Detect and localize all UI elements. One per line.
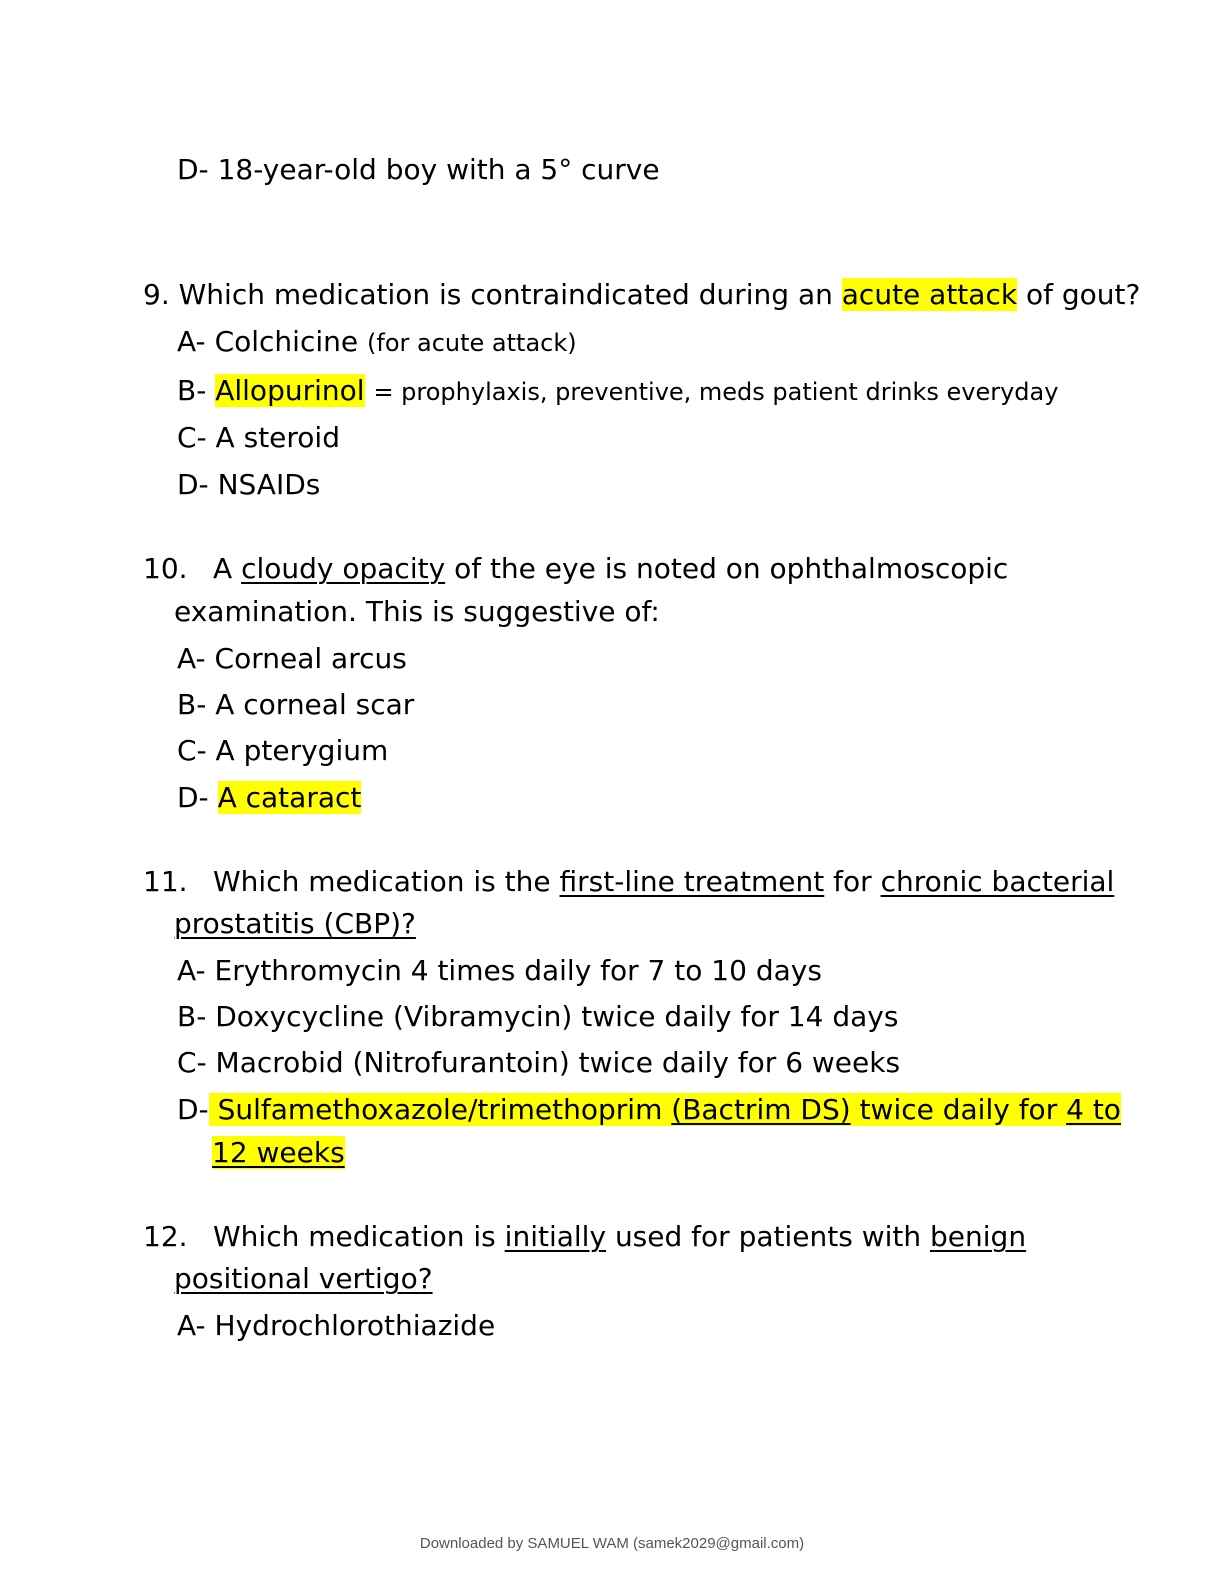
q9-option-d: D- NSAIDs — [177, 468, 321, 501]
q11-d-part1: Sulfamethoxazole/trimethoprim — [217, 1093, 663, 1126]
q9-option-a — [177, 322, 577, 363]
q11-stem-line2: prostatitis (CBP)? — [174, 907, 416, 940]
q10-stem-line2: examination. This is suggestive of: — [174, 595, 660, 628]
q11-d-answer — [209, 1093, 1121, 1126]
q12-option-a: A- Hydrochlorothiazide — [177, 1309, 496, 1342]
q11-option-a: A- Erythromycin 4 times daily for 7 to 10 days — [177, 954, 822, 987]
q11-d-part3: twice daily for — [859, 1093, 1058, 1126]
q9-a-letter: A- — [177, 325, 206, 358]
q9-stem-before: Which medication is contraindicated during an — [178, 278, 833, 311]
q12-stem — [213, 1217, 1026, 1257]
q12-stem-line2: positional vertigo? — [174, 1262, 433, 1295]
q9-a-note: (for acute attack) — [367, 329, 577, 357]
q10-stem-post: of the eye is noted on ophthalmoscopic — [454, 552, 1009, 585]
q12-stem-underlined-2: benign — [930, 1220, 1027, 1253]
q10-stem-underlined: cloudy opacity — [241, 552, 446, 585]
q11-number: 11. — [143, 865, 188, 898]
q10-stem — [213, 549, 1008, 589]
q11-d-line2: 12 weeks — [212, 1136, 345, 1169]
q10-number: 10. — [143, 552, 188, 585]
q12-stem-pre: Which medication is — [213, 1220, 496, 1253]
q11-stem-underlined-1: first-line treatment — [559, 865, 825, 898]
q9-option-b — [177, 371, 1058, 412]
download-footer: Downloaded by SAMUEL WAM (samek2029@gmail.com) — [419, 1535, 805, 1552]
q10-option-a: A- Corneal arcus — [177, 642, 407, 675]
q12-stem-underlined-1: initially — [504, 1220, 607, 1253]
q11-stem-mid: for — [833, 865, 872, 898]
q10-option-d — [177, 778, 361, 818]
q8-option-d: D- 18-year-old boy with a 5° curve — [177, 153, 660, 186]
q9-b-letter: B- — [177, 374, 207, 407]
q12-number: 12. — [143, 1220, 188, 1253]
q9-stem-highlight: acute attack — [841, 278, 1018, 311]
q11-d-letter: D- — [177, 1093, 209, 1126]
q9-number: 9. — [143, 278, 170, 311]
q11-option-d — [177, 1090, 1121, 1130]
q10-stem-pre: A — [213, 552, 233, 585]
q9-b-note: = prophylaxis, preventive, meds patient drinks everyday — [373, 378, 1059, 406]
q11-option-d-line2 — [212, 1133, 345, 1173]
q11-stem-underlined-2: chronic bacterial — [880, 865, 1115, 898]
q9-b-text: Allopurinol — [215, 374, 365, 407]
q11-option-c: C- Macrobid (Nitrofurantoin) twice daily for 6 weeks — [177, 1046, 901, 1079]
q9-stem — [143, 275, 1140, 315]
q10-d-letter: D- — [177, 781, 209, 814]
q11-stem-pre: Which medication is the — [213, 865, 551, 898]
q10-option-c: C- A pterygium — [177, 734, 389, 767]
q10-option-b: B- A corneal scar — [177, 688, 415, 721]
q10-d-text: A cataract — [217, 781, 362, 814]
q11-d-part2: (Bactrim DS) — [671, 1093, 851, 1126]
q9-stem-after: of gout? — [1025, 278, 1141, 311]
q11-d-part4: 4 to — [1066, 1093, 1121, 1126]
q9-option-c: C- A steroid — [177, 421, 340, 454]
q11-option-b: B- Doxycycline (Vibramycin) twice daily for 14 days — [177, 1000, 899, 1033]
q12-stem-mid: used for patients with — [614, 1220, 922, 1253]
q11-stem — [213, 862, 1114, 902]
q9-a-text: Colchicine — [214, 325, 359, 358]
